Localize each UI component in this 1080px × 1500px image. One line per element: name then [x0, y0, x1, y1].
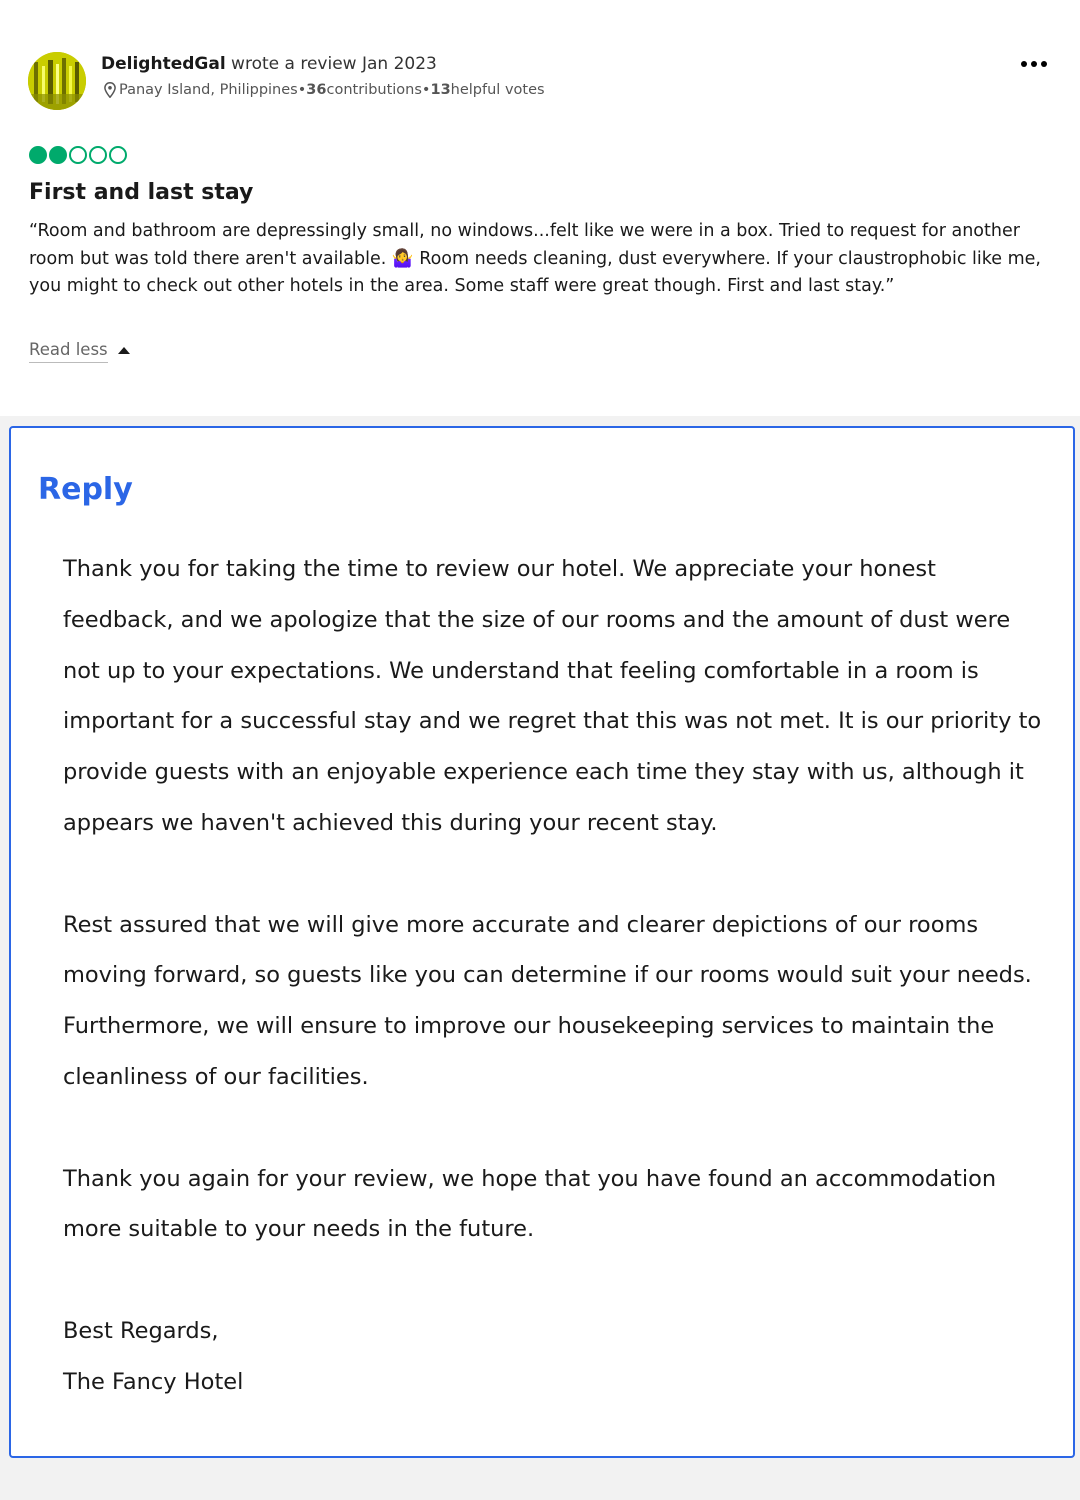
review-date-text: wrote a review Jan 2023	[225, 54, 437, 74]
reply-signoff: Best Regards,	[63, 1317, 219, 1344]
contributions-label: contributions	[326, 82, 422, 98]
rating-bubble-filled-icon	[49, 146, 67, 164]
reviewer-meta	[104, 79, 545, 101]
username-link[interactable]: DelightedGal	[101, 54, 226, 74]
reply-heading: Reply	[38, 472, 133, 507]
reviewer-location: Panay Island, Philippines	[119, 82, 298, 98]
review-card	[0, 0, 1080, 416]
reply-text	[63, 544, 1053, 1408]
caret-up-icon	[118, 347, 130, 354]
ellipsis-icon	[1041, 61, 1047, 67]
reply-paragraph-3: Thank you again for your review, we hope that you have found an accommodation more suitable to your needs in the future.	[63, 1165, 997, 1243]
ellipsis-icon	[1021, 61, 1027, 67]
avatar-image	[28, 52, 86, 110]
ellipsis-icon	[1031, 61, 1037, 67]
reply-paragraph-2: Rest assured that we will give more accurate and clearer depictions of our rooms moving forward, so guests like you can determine if our rooms would suit your needs. Furthermore, we will ensure to improve our housekeeping services to maintain the cleanliness of our facilities.	[63, 911, 1032, 1090]
helpful-votes-count: 13	[430, 82, 451, 98]
map-pin-icon	[104, 82, 116, 98]
contributions-count: 36	[306, 82, 327, 98]
rating-bubble-filled-icon	[29, 146, 47, 164]
helpful-votes-label: helpful votes	[450, 82, 545, 98]
rating-bubble-empty-icon	[109, 146, 127, 164]
meta-separator: •	[421, 82, 431, 98]
rating-bubble-empty-icon	[89, 146, 107, 164]
read-less-button[interactable]	[29, 338, 130, 363]
more-options-button[interactable]	[1014, 52, 1054, 76]
avatar[interactable]	[28, 52, 86, 110]
review-title: First and last stay	[29, 180, 254, 205]
reply-box	[9, 426, 1075, 1458]
reply-signature: The Fancy Hotel	[63, 1368, 244, 1395]
read-less-label: Read less	[29, 338, 108, 363]
meta-separator: •	[297, 82, 307, 98]
reply-paragraph-1: Thank you for taking the time to review our hotel. We appreciate your honest feedback, and we apologize that the size of our rooms and the amount of dust were not up to your expectations. We understand that feeling comfortable in a room is important for a successful stay and we regret that this was not met. It is our priority to provide guests with an enjoyable experience each time they stay with us, although it appears we haven't achieved this during your recent stay.	[63, 556, 1042, 836]
review-body: “Room and bathroom are depressingly small, no windows...felt like we were in a box. Tried to request for another room but was told there aren't available. 🤷‍♀️ Room needs cleaning, dust everywhere. If your claustrophobic like me, you might to check out other hotels in the area. Some staff were great though. First and last stay.”	[29, 221, 1041, 296]
rating-bubble-empty-icon	[69, 146, 87, 164]
rating-bubbles	[29, 146, 127, 164]
review-header	[101, 52, 437, 76]
